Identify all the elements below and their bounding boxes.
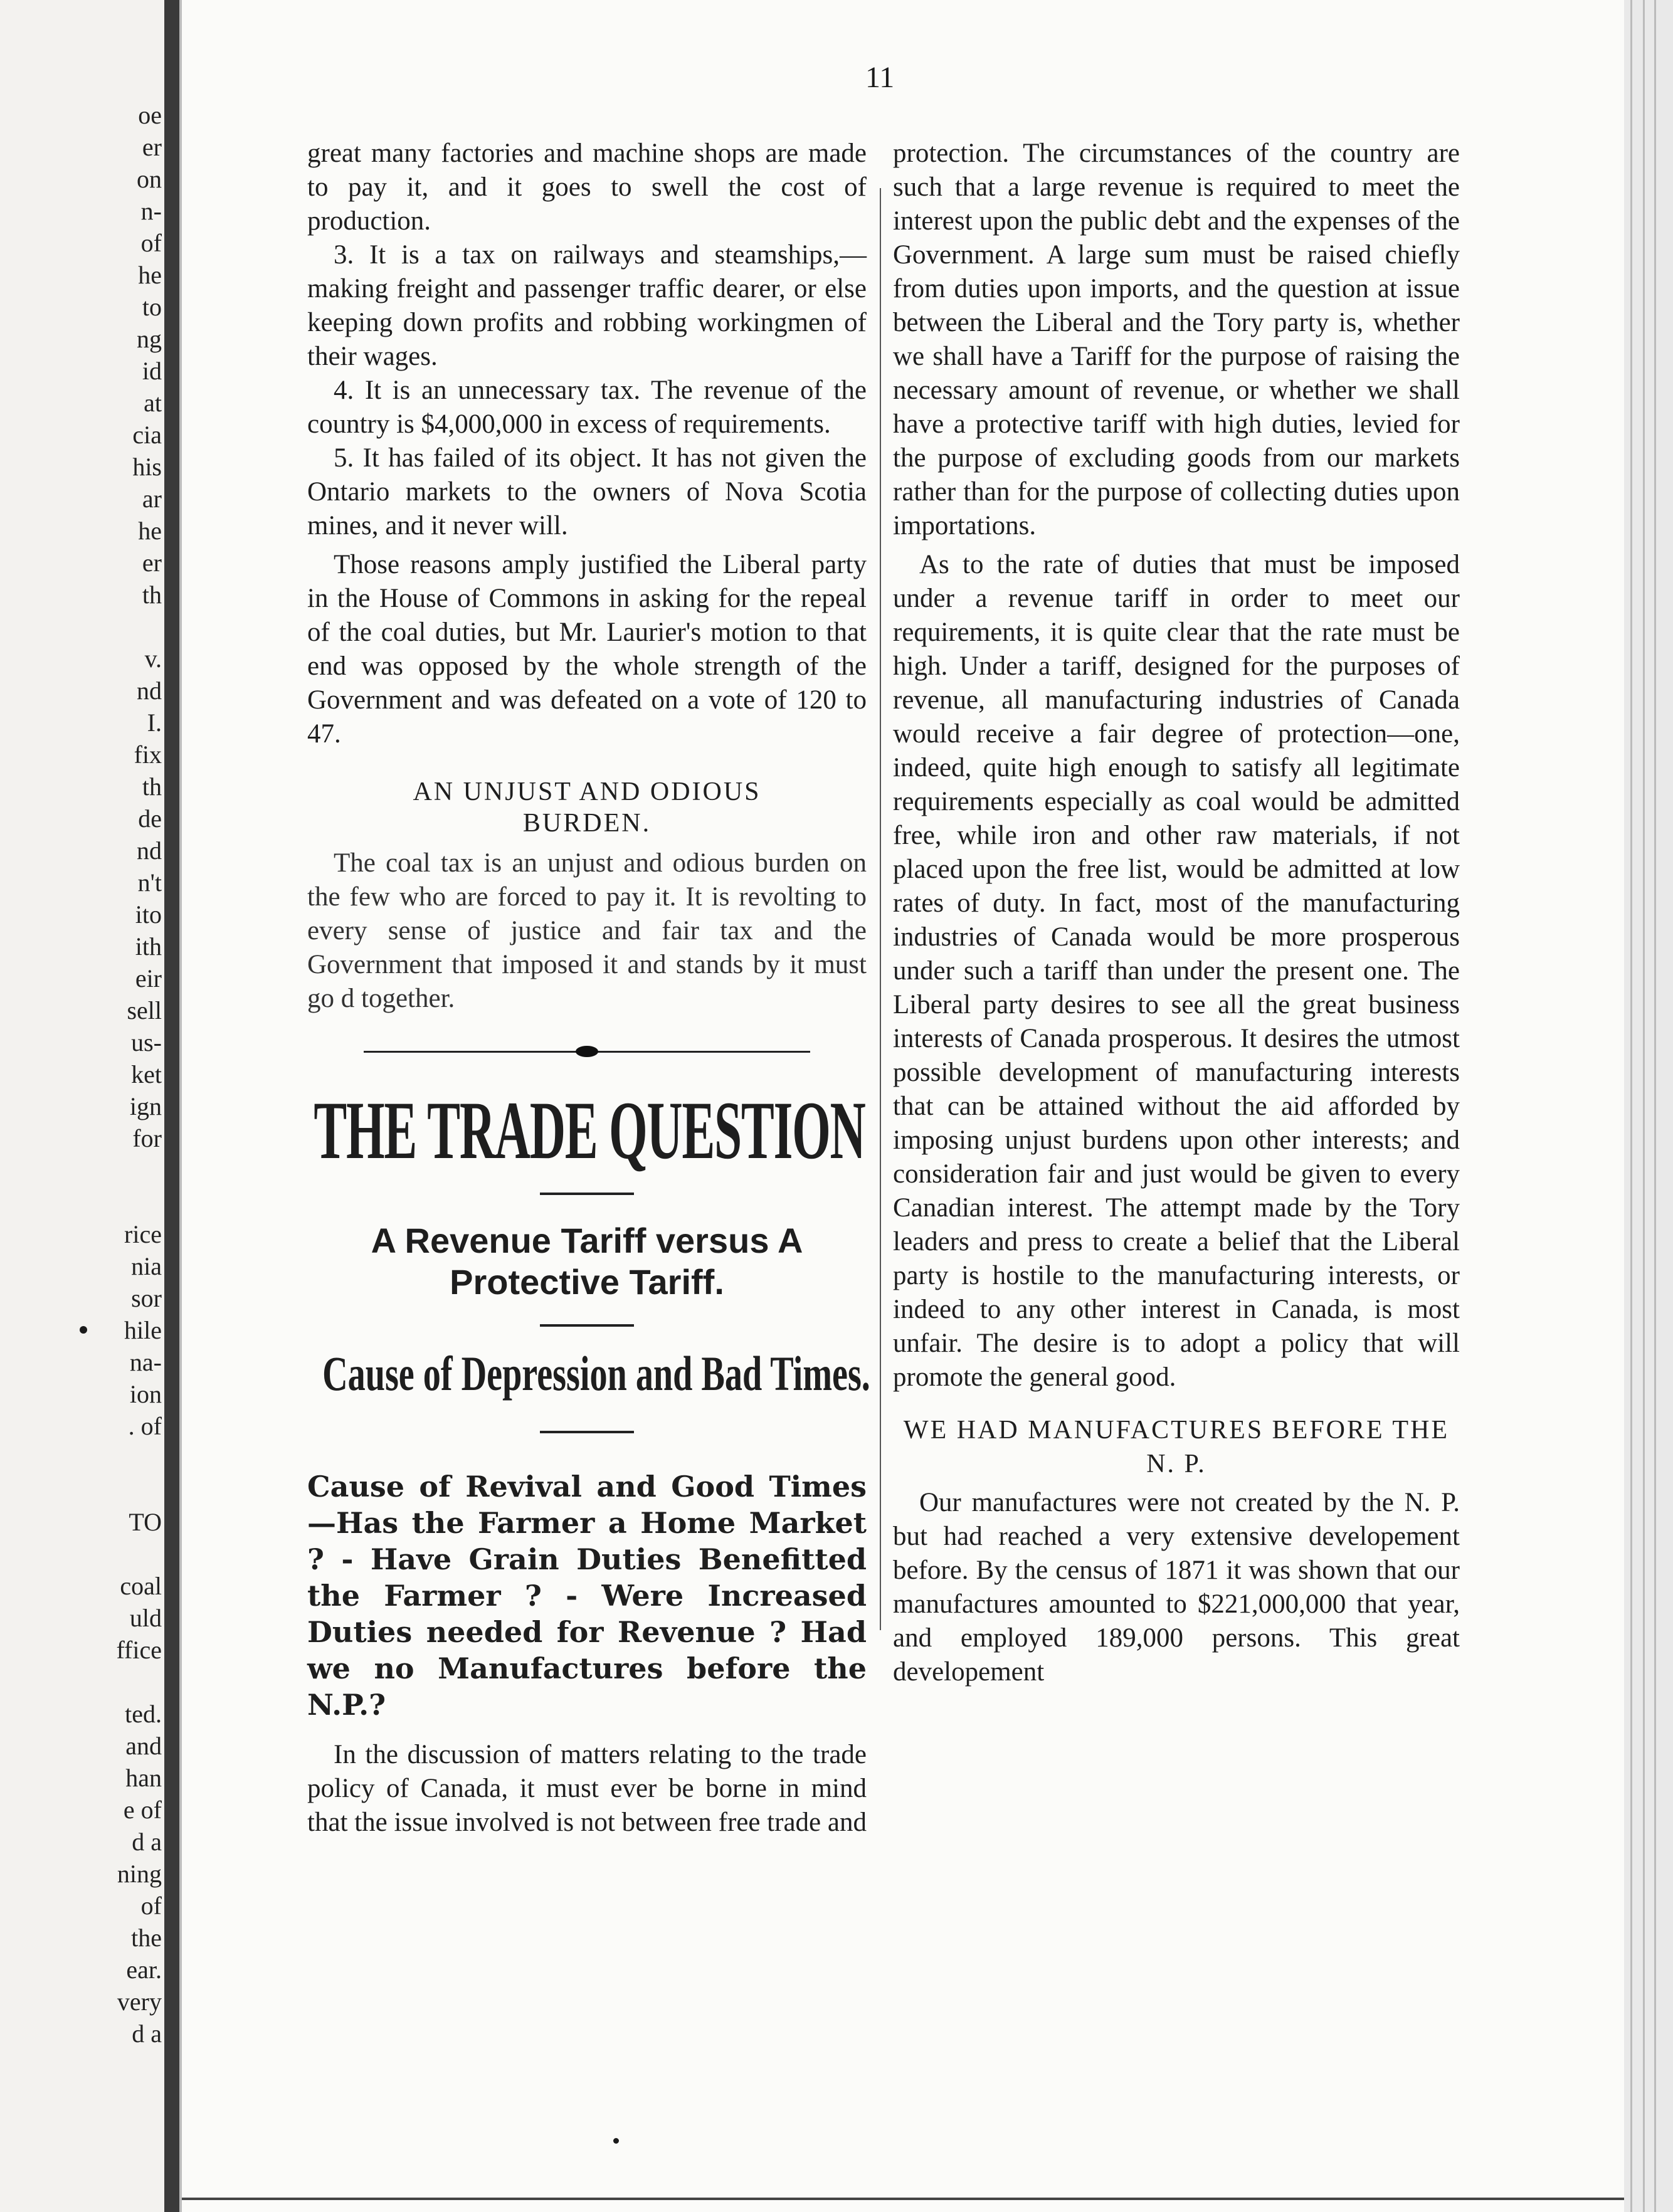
subtitle-condensed: Cause of Depression and Bad Times. bbox=[322, 1346, 870, 1401]
section-heading: AN UNJUST AND ODIOUS BURDEN. bbox=[413, 777, 761, 838]
facing-page-fragment: on bbox=[137, 165, 162, 193]
main-title: THE TRADE QUESTION bbox=[314, 1084, 865, 1176]
facing-page-fragment: sell bbox=[127, 996, 162, 1024]
ink-dot bbox=[80, 1326, 87, 1334]
facing-page-fragment: th bbox=[142, 581, 162, 609]
ornamental-rule bbox=[307, 1037, 867, 1066]
facing-page-fragment: nd bbox=[137, 836, 162, 865]
subtitle: A Revenue Tariff versus A Protective Tariff. bbox=[371, 1221, 803, 1302]
paragraph: The coal tax is an unjust and odious burden on the few who are forced to pay it. It is revolting to every sense of justice and fair tax and the Government that imposed it and stands by it must go d together. bbox=[307, 848, 867, 1013]
facing-page-fragment bbox=[0, 1154, 164, 1186]
question-list: Cause of Revival and Good Times —Has the Farmer a Home Market ? - Have Grain Duties Benefitted the Farmer ? - Were Increased Duties needed for Revenue ? Had we no Manufactures before the N.P.? bbox=[307, 1470, 867, 1722]
page-bottom-border bbox=[182, 2198, 1624, 2200]
facing-page-fragment: of bbox=[140, 229, 162, 257]
facing-page-fragment bbox=[0, 1442, 164, 1474]
facing-page-margin bbox=[0, 0, 164, 2212]
paragraph: Those reasons amply justified the Liberal party in the House of Commons in asking for the repeal of the coal duties, but Mr. Laurier's motion to that end was opposed by the whole strength of the Government and was defeated on a vote of 120 to 47. bbox=[307, 550, 867, 749]
facing-page-fragment: hile bbox=[124, 1316, 162, 1344]
facing-page-fragment bbox=[0, 1474, 164, 1506]
facing-page-fragment: uld bbox=[129, 1604, 162, 1632]
facing-page-fragment bbox=[0, 611, 164, 643]
short-rule bbox=[540, 1324, 634, 1327]
facing-page-fragment: coal bbox=[120, 1572, 162, 1600]
facing-page-fragment: and bbox=[125, 1732, 162, 1760]
ink-dot bbox=[613, 2138, 619, 2144]
paragraph: As to the rate of duties that must be imposed under a revenue tariff in order to meet our requirements, it is quite clear that the rate must be high. Under a tariff, designed for the purposes of revenue, all manufacturing industries of Canada would receive a fair degree of protection—one, indeed, quite high enough to satisfy all legitimate requirements especially as coal would be admitted free, while iron and other raw materials, if not placed upon the free list, would be admitted at low rates of duty. In fact, most of the manufacturing industries of Canada would be more prosperous under such a tariff than under the present one. The Liberal party desires to see all the great business interests of Canada prosperous. It desires the utmost possible development of manufacturing interests that can be attained without the aid afforded by imposing unjust burdens upon other interests; and consideration fair and just would be given to every Canadian interest. The attempt made by the Tory leaders and press to create a belief that the Liberal party is hostile to the manufacturing interests, or indeed to any other interest in Canada, is most unfair. The desire is to adopt a policy that will promote the general good. bbox=[893, 550, 1460, 1392]
facing-page-fragment: of bbox=[140, 1892, 162, 1920]
short-rule bbox=[540, 1431, 634, 1433]
facing-page-fragment: rice bbox=[124, 1220, 162, 1248]
facing-page-fragment: ning bbox=[117, 1860, 162, 1888]
facing-page-fragment bbox=[0, 1666, 164, 1698]
facing-page-fragment: er bbox=[142, 133, 162, 161]
facing-page-fragment: TO bbox=[129, 1508, 162, 1536]
facing-page-fragment: ion bbox=[129, 1380, 162, 1408]
facing-page-fragment bbox=[0, 1186, 164, 1218]
facing-page-fragment: ffice bbox=[116, 1636, 162, 1664]
facing-page-fragment: n- bbox=[140, 197, 162, 225]
facing-page-fragment: his bbox=[132, 453, 162, 481]
paragraph: great many factories and machine shops are made to pay it, and it goes to swell the cost of production. bbox=[307, 139, 867, 236]
facing-page-fragment: de bbox=[138, 804, 162, 833]
right-column bbox=[893, 137, 1460, 1689]
facing-page-fragment: d a bbox=[132, 1828, 162, 1856]
facing-page-fragment: th bbox=[142, 772, 162, 801]
left-column bbox=[307, 137, 870, 1840]
paragraph: In the discussion of matters relating to the trade policy of Canada, it must ever be borne in mind that the issue involved is not between free trade and bbox=[307, 1740, 867, 1837]
facing-page-fragment: very bbox=[117, 1988, 162, 2016]
facing-page-fragment: d a bbox=[132, 2020, 162, 2048]
page-edge bbox=[1624, 0, 1673, 2212]
facing-page-fragment: v. bbox=[144, 645, 162, 673]
facing-page-fragment: eir bbox=[135, 964, 162, 993]
facing-page-fragment: for bbox=[132, 1124, 162, 1152]
facing-page-fragment: e of bbox=[123, 1796, 162, 1824]
facing-page-fragment: the bbox=[131, 1924, 162, 1952]
facing-page-fragment: ar bbox=[142, 485, 162, 513]
facing-page-fragment: he bbox=[138, 261, 162, 289]
facing-page-fragment: ket bbox=[131, 1060, 162, 1088]
facing-page-fragment: id bbox=[142, 357, 162, 385]
page-number: 11 bbox=[865, 61, 895, 94]
facing-page-fragment: to bbox=[142, 293, 162, 321]
paragraph: 4. It is an unnecessary tax. The revenue of the country is $4,000,000 in excess of requirements. bbox=[307, 376, 867, 439]
facing-page-fragment: er bbox=[142, 549, 162, 577]
short-rule bbox=[540, 1193, 634, 1195]
binding-shadow bbox=[164, 0, 179, 2212]
facing-page-fragment: us- bbox=[131, 1028, 162, 1056]
facing-page-text-fragments bbox=[0, 99, 164, 2050]
facing-page-fragment: he bbox=[138, 517, 162, 545]
facing-page-fragment: ear. bbox=[126, 1956, 162, 1984]
facing-page-fragment: at bbox=[144, 389, 162, 417]
facing-page-fragment: ith bbox=[135, 932, 162, 961]
facing-page-fragment: I. bbox=[147, 708, 162, 737]
facing-page-fragment: cia bbox=[132, 421, 162, 449]
section-heading: WE HAD MANUFACTURES BEFORE THE N. P. bbox=[903, 1416, 1450, 1478]
paragraph: Our manufactures were not created by the N. P. but had reached a very extensive developement before. By the census of 1871 it was shown that our manufactures amounted to $221,000,000 that year, and employed 189,000 persons. This great developement bbox=[893, 1488, 1460, 1687]
facing-page-fragment: sor bbox=[131, 1284, 162, 1312]
facing-page-fragment: han bbox=[125, 1764, 162, 1792]
paragraph: 5. It has failed of its object. It has not given the Ontario markets to the owners of Nova Scotia mines, and it never will. bbox=[307, 443, 867, 540]
paragraph: protection. The circumstances of the country are such that a large revenue is required to meet the interest upon the public debt and the expenses of the Government. A large sum must be raised chiefly from duties upon imports, and the question at issue between the Liberal and the Tory party is, whether we shall have a Tariff for the purpose of raising the necessary amount of revenue, or whether we shall have a protective tariff with high duties, levied for the purpose of excluding goods from our markets rather than for the purpose of collecting duties upon importations. bbox=[893, 139, 1460, 540]
facing-page-fragment: ito bbox=[135, 900, 162, 929]
paragraph: 3. It is a tax on railways and steamships,—making freight and passenger traffic dearer, or else keeping down profits and robbing workingmen of their wages. bbox=[307, 240, 867, 371]
facing-page-fragment: ng bbox=[137, 325, 162, 353]
facing-page-fragment: na- bbox=[129, 1348, 162, 1376]
column-divider bbox=[880, 188, 881, 1630]
facing-page-fragment: fix bbox=[134, 740, 162, 769]
facing-page-fragment: nd bbox=[137, 677, 162, 705]
facing-page-fragment: oe bbox=[138, 101, 162, 129]
facing-page-fragment bbox=[0, 1538, 164, 1570]
facing-page-fragment: n't bbox=[137, 868, 162, 897]
facing-page-fragment: ign bbox=[129, 1092, 162, 1120]
facing-page-fragment: nia bbox=[131, 1252, 162, 1280]
facing-page-fragment: . of bbox=[128, 1412, 162, 1440]
facing-page-fragment: ted. bbox=[125, 1700, 162, 1728]
